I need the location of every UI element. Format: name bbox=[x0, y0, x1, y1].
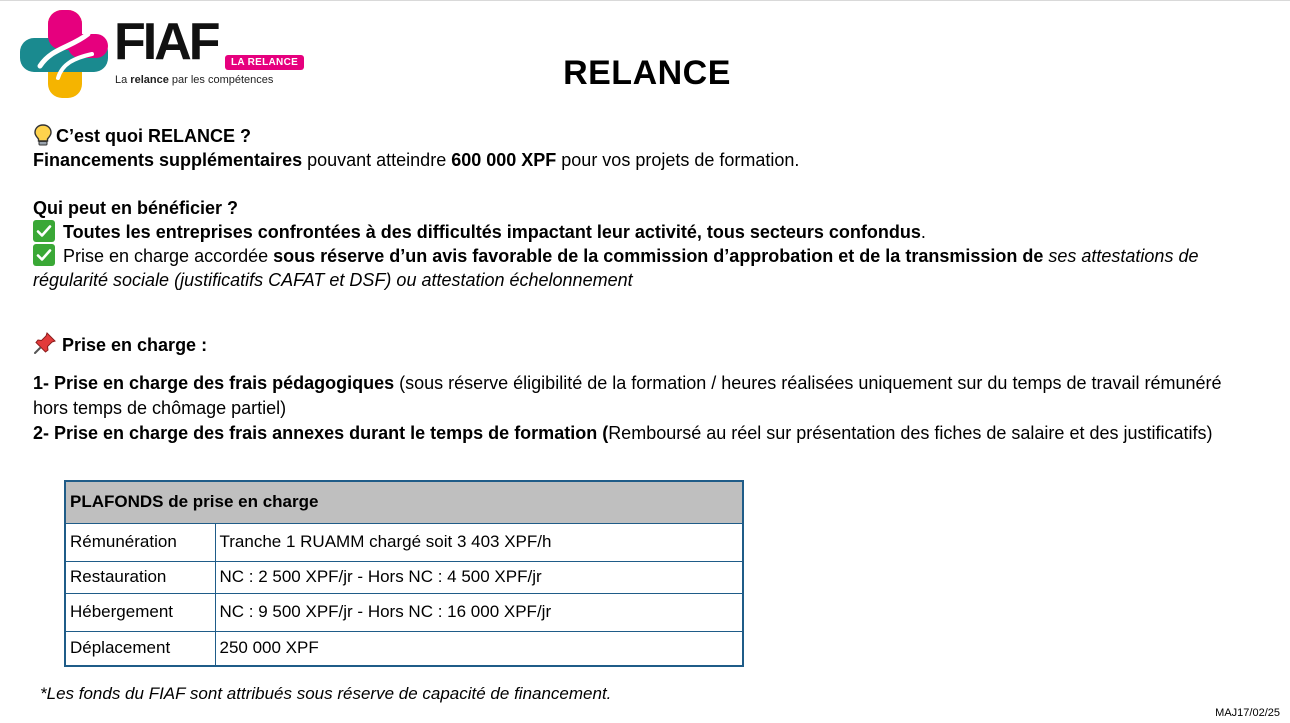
eligibility-item-1-end: . bbox=[920, 222, 926, 242]
table-header-row bbox=[65, 481, 743, 523]
table-cell-value: NC : 9 500 XPF/jr - Hors NC : 16 000 XPF/jr bbox=[215, 593, 743, 631]
coverage-point-2-text: Remboursé au réel sur présentation des fiches de salaire et des justificatifs) bbox=[608, 423, 1213, 443]
ceilings-table bbox=[64, 480, 744, 667]
table-cell-value: 250 000 XPF bbox=[215, 631, 743, 666]
intro-text-1: pouvant atteindre bbox=[302, 150, 452, 170]
table-cell-value: Tranche 1 RUAMM chargé soit 3 403 XPF/h bbox=[215, 523, 743, 561]
footnote: *Les fonds du FIAF sont attribués sous réserve de capacité de financement. bbox=[40, 684, 612, 703]
table-cell-label: Hébergement bbox=[65, 593, 215, 631]
logo-wordmark: FIAF bbox=[114, 13, 218, 71]
table-row bbox=[65, 631, 743, 666]
table-row bbox=[65, 561, 743, 593]
pushpin-icon bbox=[33, 331, 57, 355]
eligibility-item-1 bbox=[33, 220, 1258, 244]
spacer bbox=[33, 292, 1258, 331]
tagline-bold: relance bbox=[130, 74, 169, 86]
coverage-heading-text: Prise en charge : bbox=[62, 335, 208, 355]
coverage-point-1 bbox=[33, 371, 1258, 421]
tagline-post: par les compétences bbox=[168, 74, 274, 86]
tagline-pre: La bbox=[115, 74, 131, 86]
intro-heading-text: C’est quoi RELANCE ? bbox=[56, 126, 252, 146]
table-header: PLAFONDS de prise en charge bbox=[65, 481, 743, 523]
table-cell-value: NC : 2 500 XPF/jr - Hors NC : 4 500 XPF/jr bbox=[215, 561, 743, 593]
eligibility-item-1-text: Toutes les entreprises confrontées à des difficultés impactant leur activité, tous secteurs confondus bbox=[63, 222, 921, 242]
main-content bbox=[33, 124, 1258, 446]
table-cell-label: Restauration bbox=[65, 561, 215, 593]
spacer bbox=[33, 172, 1258, 196]
eligibility-item-2-text: Prise en charge accordée bbox=[63, 246, 274, 266]
table-row bbox=[65, 593, 743, 631]
check-box-icon bbox=[33, 220, 55, 242]
update-date: MAJ17/02/25 bbox=[1215, 707, 1280, 719]
coverage-point-2-bold: 2- Prise en charge des frais annexes durant le temps de formation ( bbox=[33, 423, 609, 443]
lightbulb-icon bbox=[33, 124, 53, 146]
coverage-point-1-text: (sous réserve éligibilité de la formation / heures réalisées uniquement sur du temps de travail rémunéré hors temps de chômage partiel) bbox=[33, 373, 1222, 418]
coverage-point-1-bold: 1- Prise en charge des frais pédagogiques bbox=[33, 373, 395, 393]
coverage-heading bbox=[33, 331, 1258, 357]
eligibility-item-2 bbox=[33, 244, 1258, 292]
check-box-icon bbox=[33, 244, 55, 266]
eligibility-heading: Qui peut en bénéficier ? bbox=[33, 198, 239, 218]
table-cell-label: Déplacement bbox=[65, 631, 215, 666]
page-title: RELANCE bbox=[563, 54, 731, 92]
table-cell-label: Rémunération bbox=[65, 523, 215, 561]
intro-line bbox=[33, 148, 1258, 172]
table-row bbox=[65, 523, 743, 561]
logo-badge: LA RELANCE bbox=[225, 55, 304, 70]
intro-heading bbox=[33, 124, 1258, 148]
eligibility-item-2-bold: sous réserve d’un avis favorable de la commission d’approbation et de la transmission de bbox=[273, 246, 1044, 266]
intro-text-2: pour vos projets de formation. bbox=[556, 150, 800, 170]
intro-bold-1: Financements supplémentaires bbox=[33, 150, 303, 170]
coverage-point-2 bbox=[33, 421, 1258, 446]
spacer bbox=[33, 357, 1258, 371]
eligibility-item-2-italic: ses attestations de régularité sociale (justificatifs CAFAT et DSF) ou attestation échelonnement bbox=[33, 246, 1199, 290]
intro-bold-2: 600 000 XPF bbox=[451, 150, 557, 170]
top-border bbox=[0, 0, 1290, 1]
